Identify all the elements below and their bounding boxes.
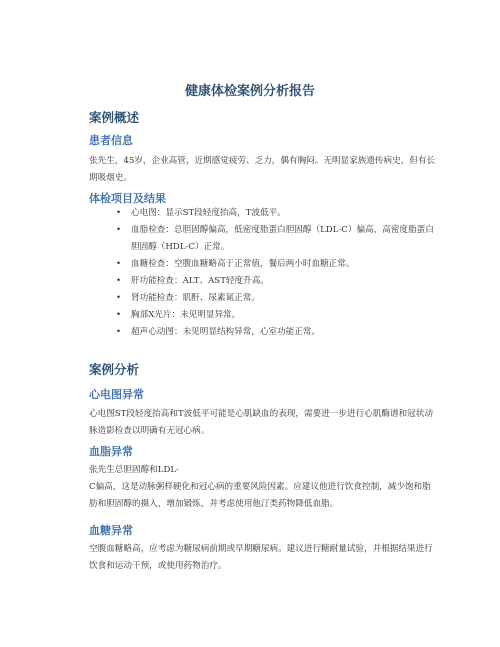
exam-results-list [89, 205, 437, 341]
section-heading-overview: 案例概述 [89, 111, 140, 125]
bullet-icon: • [116, 225, 122, 235]
page-title: 健康体检案例分析报告 [184, 83, 315, 98]
list-item: • 肾功能检查：肌酐、尿素氮正常。 [89, 290, 437, 307]
lipid-text [89, 462, 437, 513]
list-item: • 肝功能检查：ALT、AST轻度升高。 [89, 273, 437, 290]
bullet-icon: • [116, 310, 122, 320]
bullet-icon: • [116, 259, 122, 269]
list-item: • 超声心动图：未见明显结构异常，心室功能正常。 [89, 324, 437, 341]
bullet-icon: • [116, 327, 122, 337]
ecg-text: 心电图ST段轻度抬高和T波低平可能是心肌缺血的表现，需要进一步进行心肌酶谱和冠状动脉造影检查以明确有无冠心病。 [89, 409, 433, 436]
subheading-ecg: 心电图异常 [89, 389, 144, 401]
glucose-text: 空腹血糖略高，应考虑为糖尿病前期或早期糖尿病。建议进行糖耐量试验，并根据结果进行饮食和运动干预，或使用药物治疗。 [89, 544, 433, 571]
subheading-patient-info: 患者信息 [89, 135, 133, 147]
subheading-lipid: 血脂异常 [89, 446, 133, 458]
patient-info-text: 张先生，45岁，企业高管，近期感觉疲劳、乏力，偶有胸闷。无明显家族遗传病史，但有长期吸烟史。 [89, 156, 436, 183]
subheading-glucose: 血糖异常 [89, 525, 133, 537]
lipid-text-line-2: C偏高，这是动脉粥样硬化和冠心病的重要风险因素。应建议他进行饮食控制，减少饱和脂肪和胆固醇的摄入，增加锻炼，并考虑使用他汀类药物降低血脂。 [89, 482, 431, 509]
lipid-text-line-1: 张先生总胆固醇和LDL- [89, 465, 179, 475]
bullet-icon: • [116, 293, 122, 303]
subheading-exam-results: 体检项目及结果 [89, 193, 166, 205]
bullet-icon: • [116, 276, 122, 286]
section-heading-analysis: 案例分析 [89, 363, 140, 377]
list-item: • 胸部X光片：未见明显异常。 [89, 307, 437, 324]
list-item: • 血脂检查：总胆固醇偏高，低密度脂蛋白胆固醇（LDL-C）偏高，高密度脂蛋白胆固醇（HDL-C）正常。 [89, 222, 437, 256]
list-item: • 心电图：显示ST段轻度抬高，T波低平。 [89, 205, 437, 222]
bullet-icon: • [116, 208, 122, 218]
list-item: • 血糖检查：空腹血糖略高于正常值，餐后两小时血糖正常。 [89, 256, 437, 273]
